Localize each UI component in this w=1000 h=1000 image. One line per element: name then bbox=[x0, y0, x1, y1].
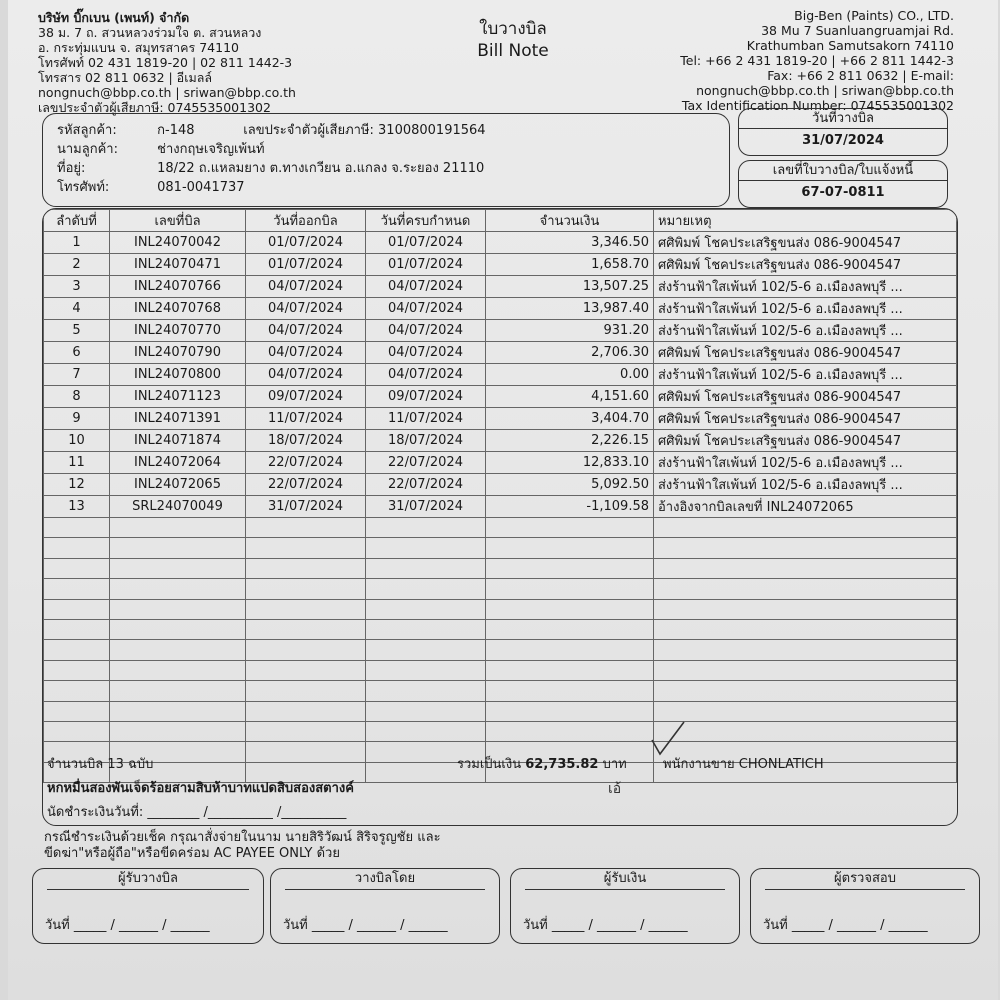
empty-cell bbox=[44, 640, 110, 660]
table-row bbox=[44, 298, 957, 320]
empty-cell bbox=[486, 558, 654, 578]
company-emails-en: nongnuch@bbp.co.th | sriwan@bbp.co.th bbox=[696, 83, 954, 98]
cell-no: 4 bbox=[44, 298, 110, 320]
cell-note: ศศิพิมพ์ โชคประเสริฐขนส่ง 086-9004547 bbox=[654, 386, 957, 408]
company-taxid-th: เลขประจำตัวผู้เสียภาษี: 0745535001302 bbox=[38, 100, 271, 115]
customer-code-label: รหัสลูกค้า: bbox=[57, 123, 117, 138]
empty-cell bbox=[654, 579, 957, 599]
cell-amount: 1,658.70 bbox=[486, 254, 654, 276]
empty-cell bbox=[246, 742, 366, 762]
bill-table-header bbox=[44, 210, 957, 232]
empty-cell bbox=[246, 518, 366, 538]
empty-cell bbox=[654, 681, 957, 701]
cell-note: อ้างอิงจากบิลเลขที่ INL24072065 bbox=[654, 496, 957, 518]
cell-amount: 0.00 bbox=[486, 364, 654, 386]
cell-bill-no: INL24070770 bbox=[110, 320, 246, 342]
cell-amount: 2,226.15 bbox=[486, 430, 654, 452]
cell-no: 10 bbox=[44, 430, 110, 452]
empty-table-row bbox=[44, 640, 957, 660]
cell-amount: 3,404.70 bbox=[486, 408, 654, 430]
company-emails-th: nongnuch@bbp.co.th | sriwan@bbp.co.th bbox=[38, 85, 296, 100]
cell-issue-date: 01/07/2024 bbox=[246, 232, 366, 254]
empty-cell bbox=[366, 558, 486, 578]
customer-address-label: ที่อยู่: bbox=[57, 161, 86, 176]
company-header-th bbox=[38, 10, 418, 115]
empty-cell bbox=[44, 599, 110, 619]
empty-cell bbox=[44, 721, 110, 741]
empty-cell bbox=[44, 579, 110, 599]
cell-no: 11 bbox=[44, 452, 110, 474]
company-name-th: บริษัท บิ๊กเบน (เพนท์) จำกัด bbox=[38, 10, 190, 25]
company-header-en bbox=[534, 8, 954, 113]
cell-amount: 931.20 bbox=[486, 320, 654, 342]
empty-cell bbox=[110, 538, 246, 558]
signature-label-receiver: ผู้รับวางบิล bbox=[47, 869, 249, 890]
cell-due-date: 22/07/2024 bbox=[366, 474, 486, 496]
empty-cell bbox=[366, 619, 486, 639]
company-address-en-1: 38 Mu 7 Suanluangruamjai Rd. bbox=[761, 23, 954, 38]
cell-note: ศศิพิมพ์ โชคประเสริฐขนส่ง 086-9004547 bbox=[654, 408, 957, 430]
table-row bbox=[44, 232, 957, 254]
empty-cell bbox=[654, 660, 957, 680]
bill-table-body bbox=[44, 232, 957, 783]
signature-label-payee: ผู้รับเงิน bbox=[525, 869, 725, 890]
empty-cell bbox=[366, 640, 486, 660]
empty-cell bbox=[110, 660, 246, 680]
company-name-en: Big-Ben (Paints) CO., LTD. bbox=[794, 8, 954, 23]
cell-due-date: 04/07/2024 bbox=[366, 342, 486, 364]
empty-cell bbox=[110, 681, 246, 701]
signature-date-payee: วันที่ _____ / ______ / ______ bbox=[523, 918, 688, 933]
cell-note: ศศิพิมพ์ โชคประเสริฐขนส่ง 086-9004547 bbox=[654, 342, 957, 364]
company-taxid-en: Tax Identification Number: 0745535001302 bbox=[681, 98, 954, 113]
cell-due-date: 09/07/2024 bbox=[366, 386, 486, 408]
table-row bbox=[44, 474, 957, 496]
cell-note: ศศิพิมพ์ โชคประเสริฐขนส่ง 086-9004547 bbox=[654, 430, 957, 452]
empty-table-row bbox=[44, 721, 957, 741]
empty-cell bbox=[110, 579, 246, 599]
company-address-en-2: Krathumban Samutsakorn 74110 bbox=[746, 38, 954, 53]
empty-cell bbox=[486, 701, 654, 721]
total-currency: บาท bbox=[602, 757, 627, 772]
empty-cell bbox=[654, 599, 957, 619]
customer-box bbox=[42, 113, 730, 207]
empty-cell bbox=[654, 518, 957, 538]
empty-cell bbox=[486, 579, 654, 599]
empty-cell bbox=[110, 518, 246, 538]
empty-cell bbox=[366, 660, 486, 680]
signature-label-billed-by: วางบิลโดย bbox=[285, 869, 485, 890]
cell-no: 5 bbox=[44, 320, 110, 342]
empty-cell bbox=[110, 701, 246, 721]
bill-date-box bbox=[738, 108, 948, 156]
empty-cell bbox=[486, 660, 654, 680]
customer-name: ช่างกฤษเจริญเพ้นท์ bbox=[157, 142, 265, 157]
cell-amount: 4,151.60 bbox=[486, 386, 654, 408]
customer-address-row bbox=[57, 157, 484, 178]
empty-cell bbox=[110, 619, 246, 639]
cell-amount: 5,092.50 bbox=[486, 474, 654, 496]
signature-date-inspector: วันที่ _____ / ______ / ______ bbox=[763, 918, 928, 933]
customer-address: 18/22 ถ.แหลมยาง ต.ทางเกวียน อ.แกลง จ.ระยอง 21110 bbox=[157, 161, 485, 176]
empty-cell bbox=[246, 640, 366, 660]
cell-issue-date: 22/07/2024 bbox=[246, 474, 366, 496]
cell-note: ศศิพิมพ์ โชคประเสริฐขนส่ง 086-9004547 bbox=[654, 254, 957, 276]
company-address-th-1: 38 ม. 7 ถ. สวนหลวงร่วมใจ ต. สวนหลวง bbox=[38, 25, 262, 40]
empty-cell bbox=[654, 619, 957, 639]
cell-note: ส่งร้านฟ้าใสเพ้นท์ 102/5-6 อ.เมืองลพบุรี ... bbox=[654, 320, 957, 342]
empty-cell bbox=[366, 538, 486, 558]
cell-amount: -1,109.58 bbox=[486, 496, 654, 518]
empty-cell bbox=[246, 721, 366, 741]
table-row bbox=[44, 408, 957, 430]
empty-cell bbox=[246, 538, 366, 558]
company-phone-th: โทรศัพท์ 02 431 1819-20 | 02 811 1442-3 bbox=[38, 55, 293, 70]
signature-date-receiver: วันที่ _____ / ______ / ______ bbox=[45, 918, 210, 933]
amount-in-words: หกหมื่นสองพันเจ็ดร้อยสามสิบห้าบาทแปดสิบสองสตางค์ bbox=[47, 781, 354, 796]
bill-date-value: 31/07/2024 bbox=[802, 133, 884, 148]
cell-no: 6 bbox=[44, 342, 110, 364]
payment-note-line-2: ขีดฆ่า"หรือผู้ถือ"หรือขีดคร่อม AC PAYEE ONLY ด้วย bbox=[44, 846, 340, 861]
cell-bill-no: INL24071874 bbox=[110, 430, 246, 452]
empty-table-row bbox=[44, 681, 957, 701]
table-row bbox=[44, 342, 957, 364]
empty-cell bbox=[486, 518, 654, 538]
cell-due-date: 04/07/2024 bbox=[366, 364, 486, 386]
empty-cell bbox=[44, 518, 110, 538]
cell-no: 8 bbox=[44, 386, 110, 408]
payment-note-line-1: กรณีชำระเงินด้วยเช็ค กรุณาสั่งจ่ายในนาม นายสิริวัฒน์ สิริจรูญชัย และ bbox=[44, 830, 441, 845]
cell-amount: 13,507.25 bbox=[486, 276, 654, 298]
company-phone-en: Tel: +66 2 431 1819-20 | +66 2 811 1442-3 bbox=[680, 53, 954, 68]
empty-cell bbox=[44, 701, 110, 721]
cell-amount: 2,706.30 bbox=[486, 342, 654, 364]
cell-issue-date: 04/07/2024 bbox=[246, 364, 366, 386]
header-no: ลำดับที่ bbox=[44, 210, 110, 232]
bill-count: จำนวนบิล 13 ฉบับ bbox=[47, 757, 154, 772]
cell-due-date: 04/07/2024 bbox=[366, 298, 486, 320]
cell-issue-date: 04/07/2024 bbox=[246, 276, 366, 298]
signature-box-billed-by bbox=[270, 868, 500, 944]
empty-table-row bbox=[44, 518, 957, 538]
handwritten-initial: เอ้ bbox=[608, 781, 622, 797]
cell-issue-date: 22/07/2024 bbox=[246, 452, 366, 474]
empty-cell bbox=[486, 619, 654, 639]
customer-tax-id: 3100800191564 bbox=[378, 123, 486, 138]
empty-table-row bbox=[44, 579, 957, 599]
signature-label-inspector: ผู้ตรวจสอบ bbox=[765, 869, 965, 890]
customer-phone: 081-0041737 bbox=[157, 180, 245, 195]
empty-cell bbox=[246, 701, 366, 721]
cell-bill-no: INL24072064 bbox=[110, 452, 246, 474]
total-amount: 62,735.82 bbox=[525, 757, 599, 772]
customer-code-row bbox=[57, 119, 486, 140]
cell-amount: 12,833.10 bbox=[486, 452, 654, 474]
empty-cell bbox=[246, 579, 366, 599]
cell-bill-no: INL24071391 bbox=[110, 408, 246, 430]
cell-bill-no: INL24070800 bbox=[110, 364, 246, 386]
cell-note: ส่งร้านฟ้าใสเพ้นท์ 102/5-6 อ.เมืองลพบุรี ... bbox=[654, 474, 957, 496]
empty-cell bbox=[366, 721, 486, 741]
empty-cell bbox=[366, 579, 486, 599]
cell-no: 2 bbox=[44, 254, 110, 276]
empty-cell bbox=[366, 599, 486, 619]
empty-cell bbox=[366, 681, 486, 701]
cell-issue-date: 09/07/2024 bbox=[246, 386, 366, 408]
signature-box-receiver bbox=[32, 868, 264, 944]
empty-cell bbox=[44, 660, 110, 680]
bill-note-paper bbox=[8, 0, 998, 1000]
empty-cell bbox=[654, 721, 957, 741]
empty-cell bbox=[654, 538, 957, 558]
title-en: Bill Note bbox=[477, 41, 549, 61]
cell-note: ส่งร้านฟ้าใสเพ้นท์ 102/5-6 อ.เมืองลพบุรี ... bbox=[654, 452, 957, 474]
table-row bbox=[44, 386, 957, 408]
empty-table-row bbox=[44, 599, 957, 619]
cell-due-date: 01/07/2024 bbox=[366, 232, 486, 254]
empty-cell bbox=[654, 701, 957, 721]
cell-bill-no: INL24071123 bbox=[110, 386, 246, 408]
empty-table-row bbox=[44, 538, 957, 558]
cell-no: 3 bbox=[44, 276, 110, 298]
signature-box-inspector bbox=[750, 868, 980, 944]
table-row bbox=[44, 430, 957, 452]
bill-number-label: เลขที่ใบวางบิล/ใบแจ้งหนี้ bbox=[739, 161, 947, 181]
empty-cell bbox=[486, 721, 654, 741]
empty-cell bbox=[110, 599, 246, 619]
customer-name-label: นามลูกค้า: bbox=[57, 142, 118, 157]
cell-issue-date: 04/07/2024 bbox=[246, 342, 366, 364]
empty-cell bbox=[246, 619, 366, 639]
table-row bbox=[44, 320, 957, 342]
cell-amount: 3,346.50 bbox=[486, 232, 654, 254]
cell-due-date: 22/07/2024 bbox=[366, 452, 486, 474]
customer-code: ก-148 bbox=[157, 123, 195, 138]
table-row bbox=[44, 276, 957, 298]
empty-cell bbox=[44, 681, 110, 701]
cell-bill-no: INL24072065 bbox=[110, 474, 246, 496]
customer-name-row bbox=[57, 138, 265, 159]
customer-phone-label: โทรศัพท์: bbox=[57, 180, 110, 195]
cell-note: ศศิพิมพ์ โชคประเสริฐขนส่ง 086-9004547 bbox=[654, 232, 957, 254]
cell-issue-date: 01/07/2024 bbox=[246, 254, 366, 276]
cell-due-date: 31/07/2024 bbox=[366, 496, 486, 518]
company-fax-th: โทรสาร 02 811 0632 | อีเมลล์ bbox=[38, 70, 213, 85]
empty-cell bbox=[654, 640, 957, 660]
empty-cell bbox=[44, 558, 110, 578]
payment-note bbox=[44, 830, 441, 862]
cell-bill-no: SRL24070049 bbox=[110, 496, 246, 518]
empty-cell bbox=[366, 701, 486, 721]
cell-amount: 13,987.40 bbox=[486, 298, 654, 320]
empty-cell bbox=[486, 538, 654, 558]
empty-cell bbox=[654, 558, 957, 578]
empty-table-row bbox=[44, 660, 957, 680]
cell-issue-date: 04/07/2024 bbox=[246, 320, 366, 342]
empty-cell bbox=[246, 681, 366, 701]
cell-no: 1 bbox=[44, 232, 110, 254]
cell-note: ส่งร้านฟ้าใสเพ้นท์ 102/5-6 อ.เมืองลพบุรี ... bbox=[654, 298, 957, 320]
cell-due-date: 11/07/2024 bbox=[366, 408, 486, 430]
empty-cell bbox=[366, 518, 486, 538]
cell-due-date: 01/07/2024 bbox=[366, 254, 486, 276]
cell-due-date: 04/07/2024 bbox=[366, 320, 486, 342]
cell-no: 13 bbox=[44, 496, 110, 518]
header-bill-no: เลขที่บิล bbox=[110, 210, 246, 232]
cell-due-date: 18/07/2024 bbox=[366, 430, 486, 452]
empty-cell bbox=[246, 660, 366, 680]
bill-number-box bbox=[738, 160, 948, 208]
empty-cell bbox=[246, 558, 366, 578]
header-amount: จำนวนเงิน bbox=[486, 210, 654, 232]
header-issue-date: วันที่ออกบิล bbox=[246, 210, 366, 232]
empty-table-row bbox=[44, 619, 957, 639]
cell-note: ส่งร้านฟ้าใสเพ้นท์ 102/5-6 อ.เมืองลพบุรี ... bbox=[654, 276, 957, 298]
header-due-date: วันที่ครบกำหนด bbox=[366, 210, 486, 232]
empty-table-row bbox=[44, 701, 957, 721]
signature-date-billed-by: วันที่ _____ / ______ / ______ bbox=[283, 918, 448, 933]
cell-no: 9 bbox=[44, 408, 110, 430]
cell-bill-no: INL24070471 bbox=[110, 254, 246, 276]
table-row bbox=[44, 452, 957, 474]
bill-number-value: 67-07-0811 bbox=[801, 185, 885, 200]
empty-cell bbox=[110, 721, 246, 741]
customer-phone-row bbox=[57, 176, 245, 197]
cell-bill-no: INL24070766 bbox=[110, 276, 246, 298]
empty-cell bbox=[110, 640, 246, 660]
company-fax-en: Fax: +66 2 811 0632 | E-mail: bbox=[767, 68, 954, 83]
cell-bill-no: INL24070790 bbox=[110, 342, 246, 364]
cell-due-date: 04/07/2024 bbox=[366, 276, 486, 298]
total-row bbox=[457, 753, 627, 774]
table-row bbox=[44, 496, 957, 518]
empty-cell bbox=[486, 681, 654, 701]
title-th: ใบวางบิล bbox=[479, 19, 547, 39]
table-row bbox=[44, 254, 957, 276]
cell-note: ส่งร้านฟ้าใสเพ้นท์ 102/5-6 อ.เมืองลพบุรี ... bbox=[654, 364, 957, 386]
company-address-th-2: อ. กระทุ่มแบน จ. สมุทรสาคร 74110 bbox=[38, 40, 239, 55]
total-label: รวมเป็นเงิน bbox=[457, 757, 522, 772]
empty-cell bbox=[486, 599, 654, 619]
cell-bill-no: INL24070768 bbox=[110, 298, 246, 320]
empty-table-row bbox=[44, 558, 957, 578]
salesperson: พนักงานขาย CHONLATICH bbox=[663, 757, 824, 772]
empty-cell bbox=[110, 558, 246, 578]
empty-cell bbox=[246, 599, 366, 619]
cell-bill-no: INL24070042 bbox=[110, 232, 246, 254]
cell-issue-date: 31/07/2024 bbox=[246, 496, 366, 518]
cell-issue-date: 11/07/2024 bbox=[246, 408, 366, 430]
empty-cell bbox=[44, 538, 110, 558]
bill-date-label: วันที่วางบิล bbox=[739, 109, 947, 129]
cell-no: 7 bbox=[44, 364, 110, 386]
payment-due-date: นัดชำระเงินวันที่: ________ /__________ /__________ bbox=[47, 805, 347, 820]
table-row bbox=[44, 364, 957, 386]
empty-cell bbox=[44, 619, 110, 639]
cell-issue-date: 18/07/2024 bbox=[246, 430, 366, 452]
cell-issue-date: 04/07/2024 bbox=[246, 298, 366, 320]
empty-cell bbox=[486, 640, 654, 660]
check-mark-icon bbox=[648, 720, 688, 760]
cell-no: 12 bbox=[44, 474, 110, 496]
header-note: หมายเหตุ bbox=[654, 210, 957, 232]
signature-box-payee bbox=[510, 868, 740, 944]
customer-tax-label: เลขประจำตัวผู้เสียภาษี: bbox=[243, 123, 374, 138]
bill-table bbox=[43, 209, 957, 783]
bill-table-frame bbox=[42, 208, 958, 826]
